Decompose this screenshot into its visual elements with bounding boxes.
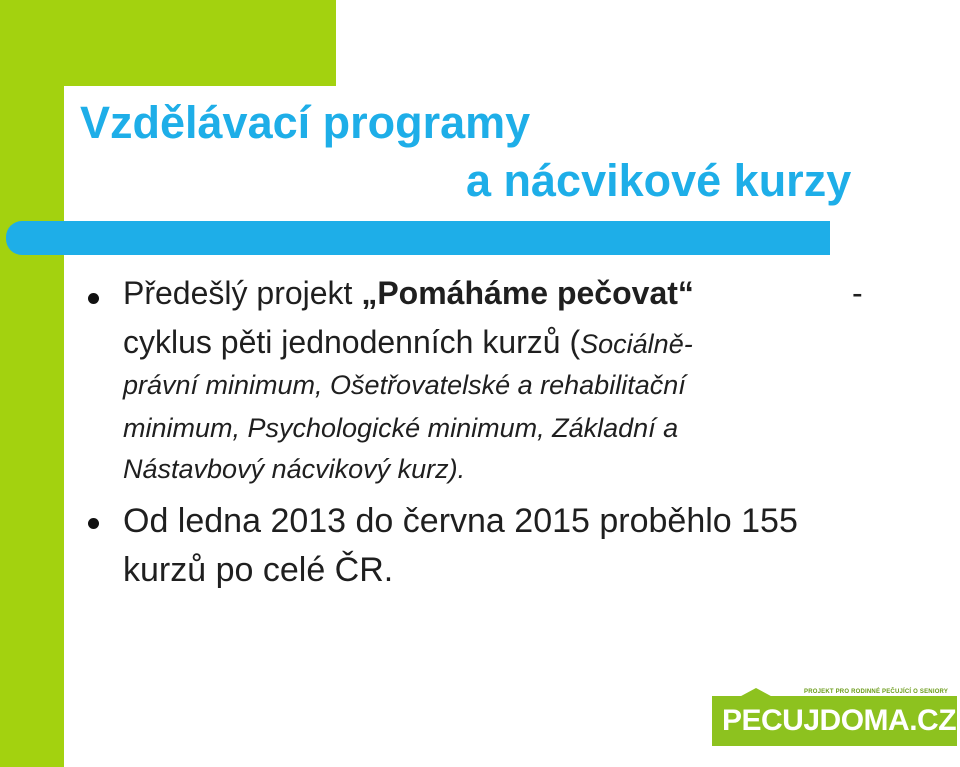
logo-subtext: PROJEKT PRO RODINNÉ PEČUJÍCÍ O SENIORY — [804, 689, 949, 695]
title-underline-bar — [6, 221, 830, 255]
bullet-1-dash: - — [852, 275, 863, 311]
green-top-band — [0, 0, 336, 86]
bullet-1-line-5: Nástavbový nácvikový kurz). — [123, 454, 466, 484]
bullet-1-text-prefix: Předešlý projekt — [123, 275, 362, 311]
logo-text: PECUJDOMA.CZ — [722, 704, 957, 737]
bullet-2-line-1: Od ledna 2013 do června 2015 proběhlo 155 — [123, 502, 798, 540]
slide-title-line1: Vzdělávací programy — [80, 97, 531, 148]
slide-title-line2: a nácvikové kurzy — [466, 155, 852, 206]
bullet-1-line-1 — [123, 277, 694, 309]
bullet-1-line-2-italic: Sociálně- — [580, 329, 693, 359]
project-name: „Pomáháme pečovat“ — [361, 275, 694, 311]
bullet-1-line-3: právní minimum, Ošetřovatelské a rehabilitační — [123, 370, 686, 400]
bullet-dot-2 — [88, 518, 99, 529]
bullet-2-line-2: kurzů po celé ČR. — [123, 551, 394, 589]
pecujdoma-logo — [712, 688, 957, 746]
bullet-1-line-4: minimum, Psychologické minimum, Základní a — [123, 413, 679, 443]
bullet-1-line-2 — [123, 326, 693, 358]
bullet-dot-1 — [88, 293, 99, 304]
bullet-1-line-2-text: cyklus pěti jednodenních kurzů ( — [123, 324, 581, 360]
green-side-band — [0, 0, 64, 767]
